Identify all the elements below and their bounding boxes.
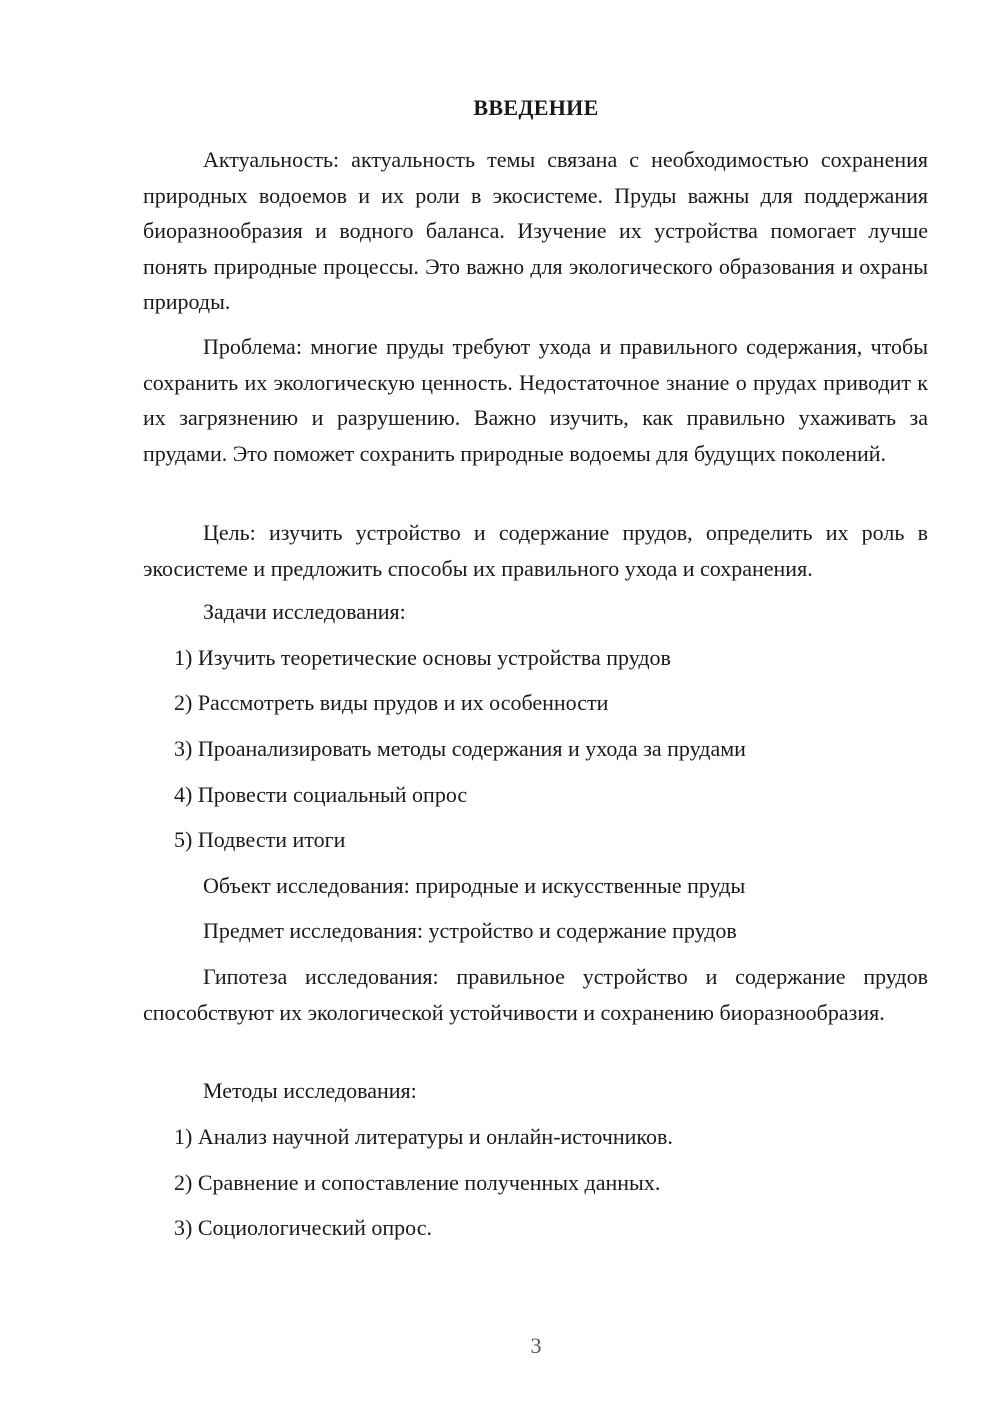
method-item: 3) Социологический опрос. [174,1215,432,1240]
task-item: 5) Подвести итоги [174,827,346,852]
relevance-paragraph: Актуальность: актуальность темы связана с необходимостью сохранения природных водоемов и их роли в экосистеме. Пруды важны для поддержания биоразнообразия и водного баланса. Изучение их устройства помогает лучше понять природные процессы. Это важно для экологического образования и охраны природы. [143,147,928,314]
method-item: 2) Сравнение и сопоставление полученных данных. [174,1170,661,1195]
research-object: Объект исследования: природные и искусственные пруды [203,873,746,898]
page-title: ВВЕДЕНИЕ [473,95,599,120]
problem-paragraph: Проблема: многие пруды требуют ухода и правильного содержания, чтобы сохранить их экологическую ценность. Недостаточное знание о прудах приводит к их загрязнению и разрушению. Важно изучить, как правильно ухаживать за прудами. Это поможет сохранить природные водоемы для будущих поколений. [143,334,928,466]
hypothesis-paragraph: Гипотеза исследования: правильное устройство и содержание прудов способствуют их экологической устойчивости и сохранению биоразнообразия. [143,964,928,1025]
methods-heading: Методы исследования: [203,1078,417,1103]
research-subject: Предмет исследования: устройство и содержание прудов [203,918,737,943]
task-item: 4) Провести социальный опрос [174,782,468,807]
page-number: 3 [530,1333,542,1358]
task-item: 3) Проанализировать методы содержания и ухода за прудами [174,736,746,761]
tasks-heading: Задачи исследования: [203,599,406,624]
task-item: 1) Изучить теоретические основы устройства прудов [174,645,671,670]
goal-paragraph: Цель: изучить устройство и содержание прудов, определить их роль в экосистеме и предложить способы их правильного ухода и сохранения. [143,520,928,581]
task-item: 2) Рассмотреть виды прудов и их особенности [174,690,609,715]
method-item: 1) Анализ научной литературы и онлайн-источников. [174,1124,673,1149]
